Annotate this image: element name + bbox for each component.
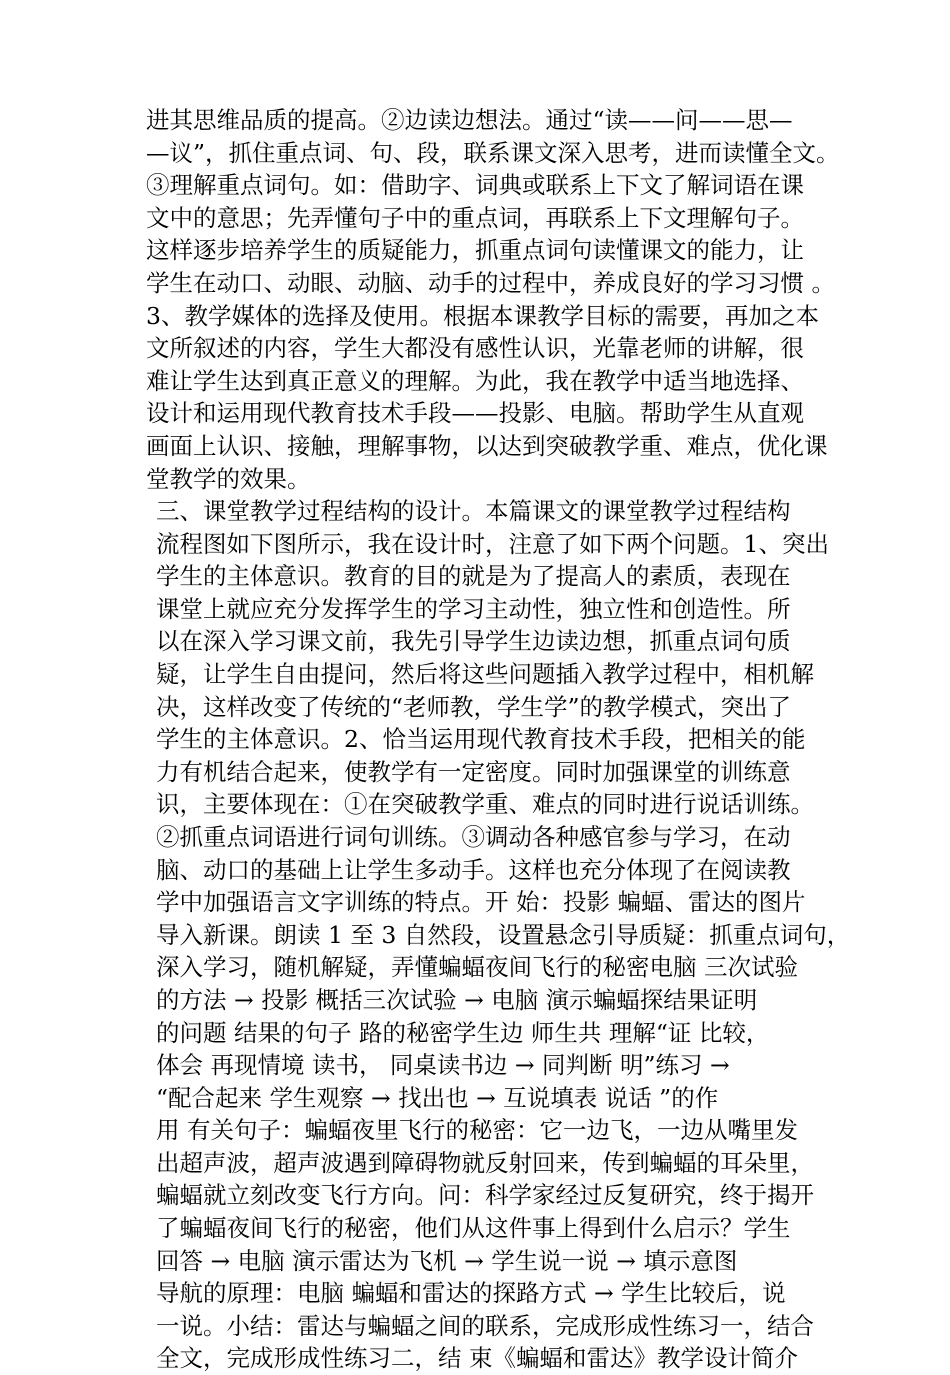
text-line: 学生在动口、动眼、动脑、动手的过程中，养成良好的学习习惯 。	[146, 268, 835, 297]
text-line: 文所叙述的内容，学生大都没有感性认识，光靠老师的讲解，很	[146, 334, 804, 363]
text-line: 用 有关句子：蝙蝠夜里飞行的秘密：它一边飞，一边从嘴里发	[156, 1116, 798, 1145]
text-line: 学生的主体意识。教育的目的就是为了提高人的素质，表现在	[156, 562, 791, 591]
text-line: 的问题 结果的句子 路的秘密学生边 师生共 理解“证 比较，	[156, 1018, 770, 1047]
text-line: “配合起来 学生观察 → 找出也 → 互说填表 说话 ”的作	[156, 1083, 719, 1112]
text-line: 全文，完成形成性练习二，结 束《蝙蝠和雷达》教学设计简介	[156, 1344, 798, 1373]
text-line: 画面上认识、接触，理解事物，以达到突破教学重、难点，优化课	[146, 431, 828, 460]
text-line: 一说。小结：雷达与蝙蝠之间的联系，完成形成性练习一，结合	[156, 1311, 814, 1340]
text-line: 流程图如下图所示，我在设计时，注意了如下两个问题。1、突出	[156, 529, 829, 558]
text-line: 导航的原理：电脑 蝙蝠和雷达的探路方式 → 学生比较后，说	[156, 1279, 786, 1308]
text-line: 导入新课。朗读 1 至 3 自然段，设置悬念引导质疑：抓重点词句，	[156, 920, 851, 949]
text-line: 进其思维品质的提高。②边读边想法。通过“读——问——思—	[146, 106, 793, 134]
text-line: —议”，抓住重点词、句、段，联系课文深入思考，进而读懂全文。	[146, 138, 840, 167]
text-line: 脑、动口的基础上让学生多动手。这样也充分体现了在阅读教	[156, 855, 791, 884]
text-line: 力有机结合起来，使教学有一定密度。同时加强课堂的训练意	[156, 757, 791, 786]
text-line: ②抓重点词语进行词句训练。③调动各种感官参与学习，在动	[156, 822, 791, 851]
text-line: 深入学习，随机解疑，弄懂蝙蝠夜间飞行的秘密电脑 三次试验	[156, 953, 798, 982]
text-line: 体会 再现情境 读书， 同桌读书边 → 同判断 明”练习 →	[156, 1051, 730, 1080]
text-line: 设计和运用现代教育技术手段——投影、电脑。帮助学生从直观	[146, 399, 804, 428]
text-line: 识，主要体现在：①在突破教学重、难点的同时进行说话训练。	[156, 790, 814, 819]
text-line: 这样逐步培养学生的质疑能力，抓重点词句读懂课文的能力，让	[146, 236, 804, 265]
text-line: ③理解重点词句。如：借助字、词典或联系上下文了解词语在课	[146, 171, 804, 200]
paragraph-media-selection	[146, 104, 840, 495]
text-line: 出超声波，超声波遇到障碍物就反射回来，传到蝙蝠的耳朵里，	[156, 1148, 814, 1177]
text-line: 的方法 → 投影 概括三次试验 → 电脑 演示蝙蝠探结果证明	[156, 985, 758, 1014]
text-line: 回答 → 电脑 演示雷达为飞机 → 学生说一说 → 填示意图	[156, 1246, 738, 1275]
text-line: 决，这样改变了传统的“老师教，学生学”的教学模式，突出了	[156, 692, 792, 721]
text-line: 学生的主体意识。2、恰当运用现代教育技术手段，把相关的能	[156, 725, 806, 754]
text-line: 疑，让学生自由提问，然后将这些问题插入教学过程中，相机解	[156, 659, 814, 688]
text-line: 以在深入学习课文前，我先引导学生边读边想，抓重点词句质	[156, 627, 791, 656]
text-line: 蝙蝠就立刻改变飞行方向。问：科学家经过反复研究，终于揭开	[156, 1181, 814, 1210]
text-line: 文中的意思；先弄懂句子中的重点词，再联系上下文理解句子。	[146, 203, 804, 232]
paragraph-process-design	[156, 495, 851, 1375]
text-line: 了蝙蝠夜间飞行的秘密，他们从这件事上得到什么启示？学生	[156, 1214, 791, 1243]
text-line: 3、教学媒体的选择及使用。根据本课教学目标的需要，再加之本	[146, 301, 819, 330]
text-line: 堂教学的效果。	[146, 464, 311, 493]
text-line: 课堂上就应充分发挥学生的学习主动性，独立性和创造性。所	[156, 594, 791, 623]
text-line: 三、课堂教学过程结构的设计。本篇课文的课堂教学过程结构	[156, 497, 791, 525]
text-line: 难让学生达到真正意义的理解。为此，我在教学中适当地选择、	[146, 366, 804, 395]
text-line: 学中加强语言文字训练的特点。开 始：投影 蝙蝠、雷达的图片	[156, 888, 806, 917]
